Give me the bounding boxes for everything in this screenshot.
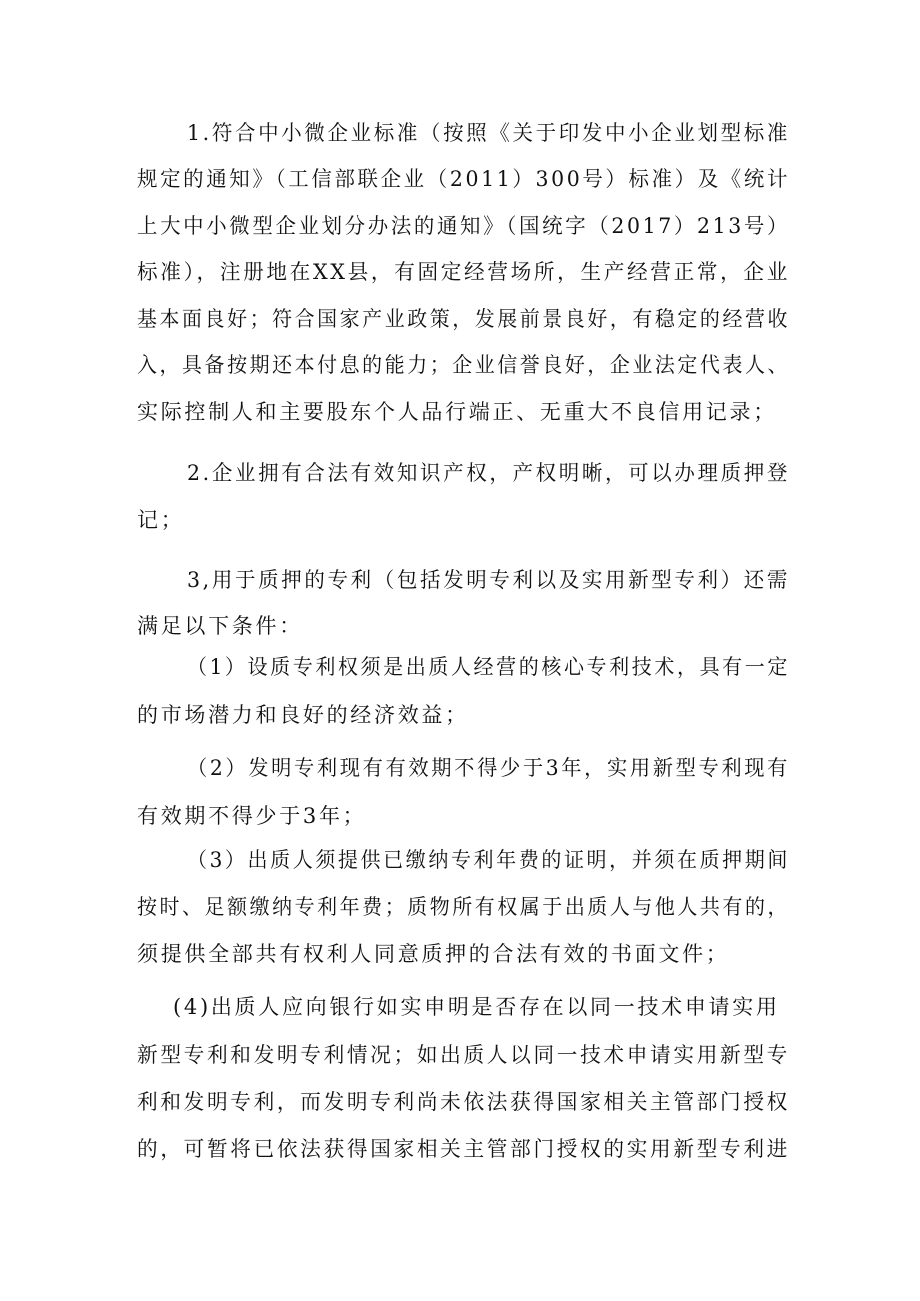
line-text: 实际控制人和主要股东个人品行端正、无重大不良信用记录； xyxy=(137,400,777,424)
text-line xyxy=(0,156,920,202)
text-line xyxy=(0,557,920,603)
text-line xyxy=(0,342,920,388)
text-line xyxy=(0,984,920,1030)
line-text: （3）出质人须提供已缴纳专利年费的证明，并须在质押期间 xyxy=(187,848,790,872)
line-text: 利和发明专利，而发明专利尚未依法获得国家相关主管部门授权 xyxy=(137,1090,790,1114)
line-text: （2）发明专利现有有效期不得少于3年，实用新型专利现有 xyxy=(187,756,791,780)
text-line xyxy=(0,603,920,649)
line-text: 有效期不得少于3年； xyxy=(137,804,367,828)
text-line xyxy=(0,644,920,690)
text-line xyxy=(0,745,920,791)
text-line xyxy=(0,497,920,543)
line-text: 的市场潜力和良好的经济效益； xyxy=(137,703,469,727)
text-line xyxy=(0,837,920,883)
text-line xyxy=(0,692,920,738)
text-line xyxy=(0,884,920,930)
line-text: 2.企业拥有合法有效知识产权，产权明晰，可以办理质押登 xyxy=(187,461,790,485)
line-text: 满足以下条件： xyxy=(137,614,303,638)
text-line xyxy=(0,793,920,839)
text-line xyxy=(0,389,920,435)
text-line xyxy=(0,296,920,342)
line-text: 须提供全部共有权利人同意质押的合法有效的书面文件； xyxy=(137,942,730,966)
line-text: 1.符合中小微企业标准（按照《关于印发中小企业划型标准 xyxy=(187,121,790,145)
line-text: 基本面良好；符合国家产业政策，发展前景良好，有稳定的经营收 xyxy=(137,307,791,331)
text-line xyxy=(0,249,920,295)
line-text: 入，具备按期还本付息的能力；企业信誉良好，企业法定代表人、 xyxy=(137,353,791,377)
text-line xyxy=(0,110,920,156)
line-text: (4)出质人应向银行如实申明是否存在以同一技术申请实用 xyxy=(173,995,780,1019)
line-text: 上大中小微型企业划分办法的通知》（国统字（2017）213号） xyxy=(137,214,791,238)
line-text: 按时、足额缴纳专利年费；质物所有权属于出质人与他人共有的， xyxy=(137,895,791,919)
line-text: 规定的通知》（工信部联企业（2011）300号）标准）及《统计 xyxy=(137,167,791,191)
line-text: 记； xyxy=(137,508,185,532)
line-text: 标准），注册地在XX县，有固定经营场所，生产经营正常，企业 xyxy=(137,260,791,284)
line-text: 的，可暂将已依法获得国家相关主管部门授权的实用新型专利进 xyxy=(137,1137,790,1161)
line-text: （1）设质专利权须是出质人经营的核心专利技术，具有一定 xyxy=(187,655,790,679)
text-line xyxy=(0,450,920,496)
line-text: 新型专利和发明专利情况；如出质人以同一技术申请实用新型专 xyxy=(137,1043,790,1067)
text-line xyxy=(0,1126,920,1172)
text-line xyxy=(0,203,920,249)
text-line xyxy=(0,1079,920,1125)
text-line xyxy=(0,1032,920,1078)
line-text: 3,用于质押的专利（包括发明专利以及实用新型专利）还需 xyxy=(187,568,790,592)
text-line xyxy=(0,931,920,977)
